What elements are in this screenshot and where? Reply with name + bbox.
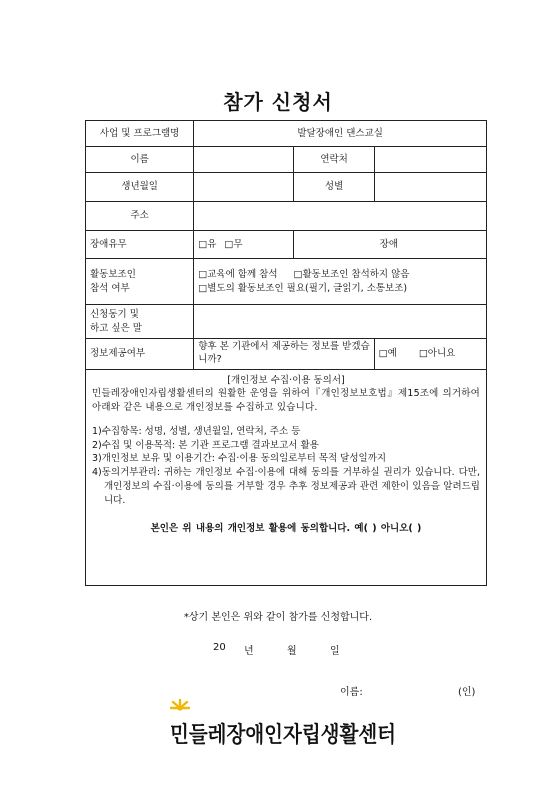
support-label-line2: 참석 여부 xyxy=(90,282,130,294)
motive-label-line1: 신청동기 및 xyxy=(90,308,139,320)
dandelion-logo-graphic xyxy=(162,698,402,754)
support-row xyxy=(86,259,487,305)
address-label: 주소 xyxy=(86,202,194,231)
motive-row xyxy=(86,305,487,339)
center-logo xyxy=(162,698,402,754)
support-opt-attend-checkbox[interactable]: □교육에 함께 참석 xyxy=(198,268,278,280)
disability-row xyxy=(86,231,487,259)
info-question: 향후 본 기관에서 제공하는 정보를 받겠습니까? xyxy=(194,339,374,370)
birth-row xyxy=(86,173,487,202)
consent-item-2: 2)수집 및 이용목적: 본 기관 프로그램 결과보고서 활용 xyxy=(92,439,319,451)
name-field[interactable] xyxy=(194,147,294,173)
application-form-table xyxy=(85,120,487,586)
info-row xyxy=(86,339,487,370)
support-opt-absent-checkbox[interactable]: □활동보조인 참석하지 않음 xyxy=(293,268,410,280)
info-no-checkbox[interactable]: □아니요 xyxy=(418,347,456,359)
birth-field[interactable] xyxy=(194,173,294,202)
motive-label xyxy=(86,305,194,339)
name-row xyxy=(86,147,487,173)
consent-item-4: 4)동의거부관리: 귀하는 개인정보 수집·이용에 대해 동의를 거부하실 권리가 있습니다. 다만, 개인정보의 수집·이용에 동의를 거부할 경우 추후 정보제공과 관련 제한이 있음을 알려드립니다. xyxy=(92,467,480,506)
application-note: *상기 본인은 위와 같이 참가를 신청합니다. xyxy=(183,612,373,623)
info-yes-checkbox[interactable]: □예 xyxy=(378,347,397,359)
consent-intro: 민들레장애인자립생활센터의 원활한 운영을 위하여『개인정보보호법』제15조에 의거하여 아래와 같은 내용으로 개인정보를 수집하고 있습니다. xyxy=(92,388,480,414)
disability-type-label: 장애 xyxy=(379,238,398,250)
date-year-label: 년 xyxy=(244,646,254,657)
support-label-line1: 활동보조인 xyxy=(90,268,136,280)
consent-row xyxy=(86,369,487,585)
disability-no-checkbox[interactable]: □무 xyxy=(224,238,243,250)
disability-label: 장애유무 xyxy=(86,231,194,259)
page-title: 참가 신청서 xyxy=(223,90,333,114)
logo-text: 민들레장애인자립생활센터 xyxy=(170,723,402,748)
disability-type-cell[interactable] xyxy=(294,231,487,259)
program-value: 발달장애인 댄스교실 xyxy=(194,121,487,147)
gender-field[interactable] xyxy=(374,173,486,202)
motive-field[interactable] xyxy=(194,305,487,339)
consent-item-3: 3)개인정보 보유 및 이용기간: 수집·이용 동의일로부터 목적 달성일까지 xyxy=(92,453,387,465)
dandelion-flower-icon xyxy=(171,700,189,711)
signature-name-label: 이름: xyxy=(340,687,363,698)
birth-label: 생년월일 xyxy=(86,173,194,202)
address-row xyxy=(86,202,487,231)
program-row xyxy=(86,121,487,147)
date-day-label: 일 xyxy=(330,646,340,657)
consent-agree-statement[interactable]: 본인은 위 내용의 개인정보 활용에 동의합니다. 예( ) 아니오( ) xyxy=(150,522,422,534)
signature-seal-label: (인) xyxy=(458,687,476,698)
support-label xyxy=(86,259,194,305)
motive-label-line2: 하고 싶은 말 xyxy=(90,322,142,334)
consent-heading: [개인정보 수집·이용 동의서] xyxy=(227,374,345,386)
consent-section xyxy=(86,369,487,585)
name-label: 이름 xyxy=(86,147,194,173)
info-options xyxy=(374,339,486,370)
date-prefix: 20 xyxy=(213,642,226,653)
program-label: 사업 및 프로그램명 xyxy=(86,121,194,147)
support-opt-separate-checkbox[interactable]: □별도의 활동보조인 필요(필기, 글읽기, 소통보조) xyxy=(198,282,408,294)
consent-item-1: 1)수집항목: 성명, 성별, 생년월일, 연락처, 주소 등 xyxy=(92,425,301,437)
contact-field[interactable] xyxy=(374,147,486,173)
support-options xyxy=(194,259,487,305)
address-field[interactable] xyxy=(194,202,487,231)
disability-options xyxy=(194,231,294,259)
gender-label: 성별 xyxy=(294,173,374,202)
date-month-label: 월 xyxy=(287,646,297,657)
contact-label: 연락처 xyxy=(294,147,374,173)
disability-yes-checkbox[interactable]: □유 xyxy=(198,238,217,250)
info-label: 정보제공여부 xyxy=(86,339,194,370)
